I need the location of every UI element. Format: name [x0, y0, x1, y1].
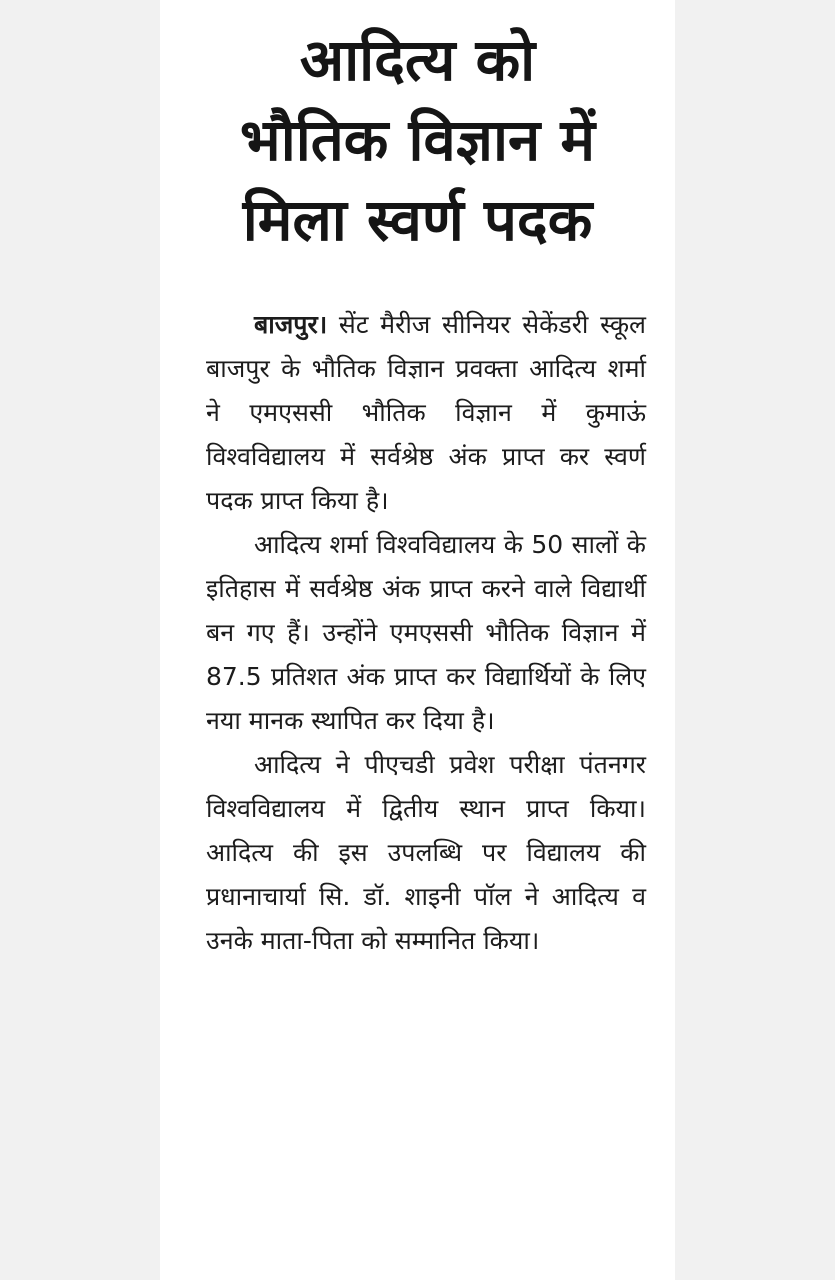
paragraph-1: [206, 303, 646, 523]
headline-line-2: भौतिक विज्ञान में: [239, 106, 596, 174]
headline: [160, 20, 675, 260]
headline-line-3: मिला स्वर्ण पदक: [242, 186, 593, 254]
paragraph-1-text: सेंट मैरीज सीनियर सेकेंडरी स्कूल बाजपुर के भौतिक विज्ञान प्रवक्ता आदित्य शर्मा ने एमएससी भौतिक विज्ञान में कुमाऊं विश्वविद्यालय में सर्वश्रेष्ठ अंक प्राप्त कर स्वर्ण पदक प्राप्त किया है।: [206, 310, 646, 515]
article-body: [206, 303, 646, 963]
newspaper-clipping: [160, 0, 675, 1280]
paragraph-2: आदित्य शर्मा विश्वविद्यालय के 50 सालों के इतिहास में सर्वश्रेष्ठ अंक प्राप्त करने वाले विद्यार्थी बन गए हैं। उन्होंने एमएससी भौतिक विज्ञान में 87.5 प्रतिशत अंक प्राप्त कर विद्यार्थियों के लिए नया मानक स्थापित कर दिया है।: [206, 530, 646, 735]
headline-line-1: आदित्य को: [299, 26, 536, 94]
paragraph-3: आदित्य ने पीएचडी प्रवेश परीक्षा पंतनगर विश्वविद्यालय में द्वितीय स्थान प्राप्त किया। आदित्य की इस उपलब्धि पर विद्यालय की प्रधानाचार्या सि. डॉ. शाइनी पॉल ने आदित्य व उनके माता-पिता को सम्मानित किया।: [206, 750, 646, 955]
dateline: बाजपुर।: [254, 310, 328, 339]
